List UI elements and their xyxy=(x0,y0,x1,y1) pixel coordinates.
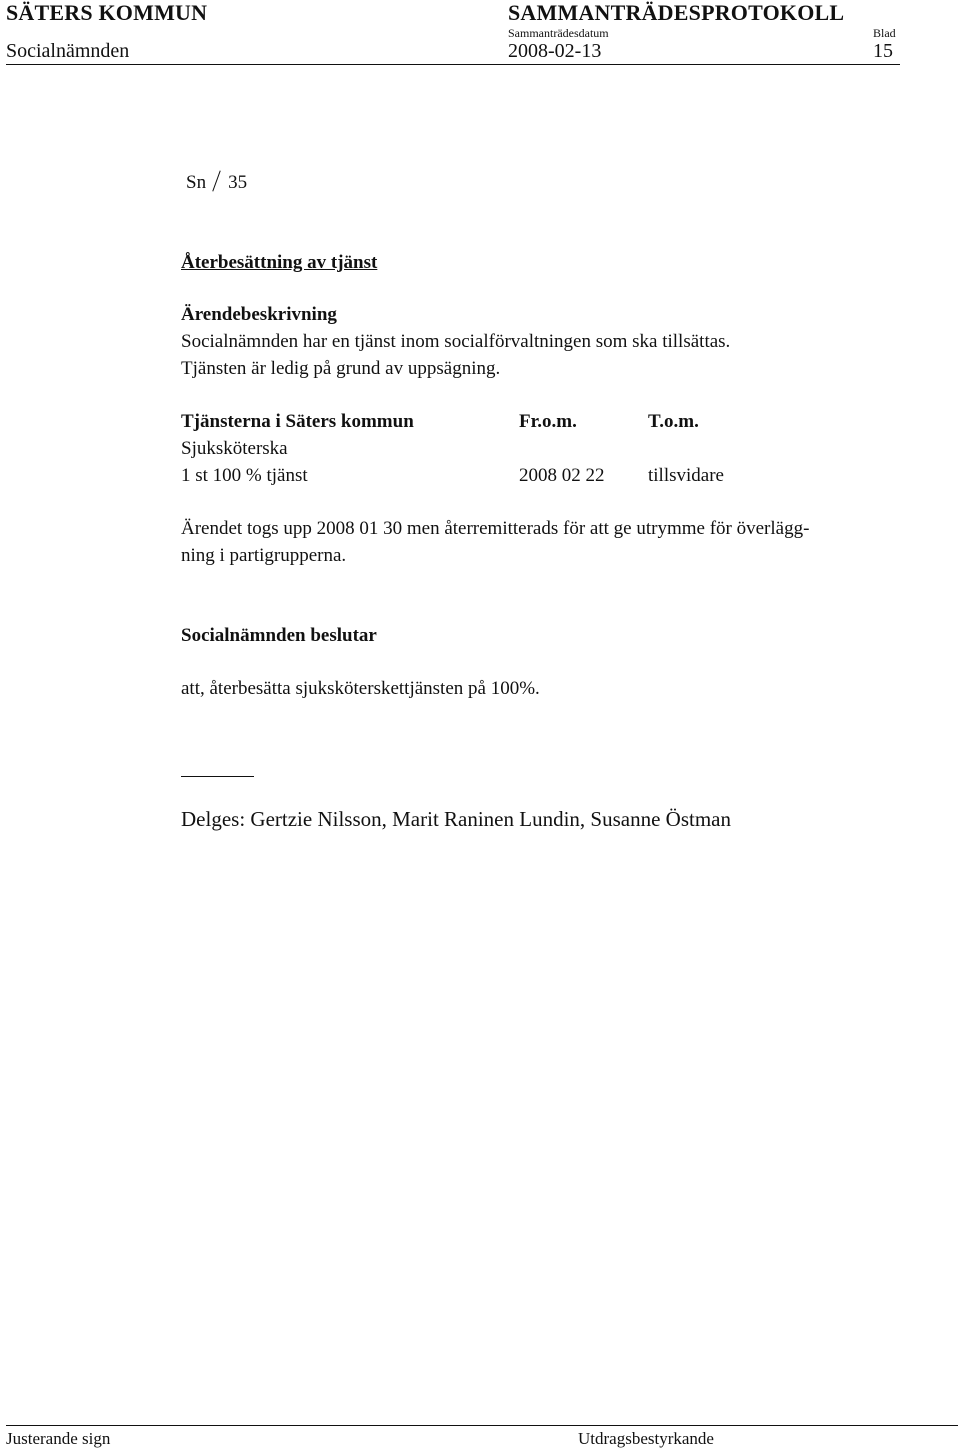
paragraph-value: 35 xyxy=(228,172,248,193)
section-sign-icon xyxy=(212,170,222,192)
paragraph-number xyxy=(186,169,247,196)
table-cell-position-title: Sjuksköterska xyxy=(181,438,288,459)
distribution-list: Delges: Gertzie Nilsson, Marit Raninen Lundin, Susanne Östman xyxy=(181,807,731,831)
table-cell-position-extent: 1 st 100 % tjänst xyxy=(181,465,308,486)
municipality-name: SÄTERS KOMMUN xyxy=(6,0,208,25)
footer-rule xyxy=(6,1425,958,1426)
description-line-2: Tjänsten är ledig på grund av uppsägning. xyxy=(181,358,501,379)
table-cell-from-date: 2008 02 22 xyxy=(519,465,605,486)
signature-label: Justerande sign xyxy=(6,1429,111,1448)
description-line-1: Socialnämnden har en tjänst inom socialförvaltningen som ska tillsättas. xyxy=(181,331,731,352)
separator-line xyxy=(181,776,254,777)
table-cell-to-date: tillsvidare xyxy=(648,465,724,486)
date-label: Sammanträdesdatum xyxy=(508,26,609,40)
note-line-1: Ärendet togs upp 2008 01 30 men återremitterads för att ge utrymme för överlägg- xyxy=(181,518,810,539)
table-header-position: Tjänsterna i Säters kommun xyxy=(181,411,414,432)
meeting-date: 2008-02-13 xyxy=(508,40,602,62)
decision-text: att, återbesätta sjuksköterskettjänsten på 100%. xyxy=(181,678,540,699)
extract-certified-label: Utdragsbestyrkande xyxy=(578,1429,714,1448)
case-title: Återbesättning av tjänst xyxy=(181,252,378,273)
paragraph-prefix: Sn xyxy=(186,172,207,193)
page-number: 15 xyxy=(873,40,893,62)
page-label: Blad xyxy=(873,26,896,40)
description-heading: Ärendebeskrivning xyxy=(181,304,337,325)
table-header-from: Fr.o.m. xyxy=(519,411,577,432)
committee-name: Socialnämnden xyxy=(6,40,130,62)
header-rule xyxy=(6,64,900,65)
decision-heading: Socialnämnden beslutar xyxy=(181,625,377,646)
note-line-2: ning i partigrupperna. xyxy=(181,545,347,566)
table-header-to: T.o.m. xyxy=(648,411,699,432)
document-type: SAMMANTRÄDESPROTOKOLL xyxy=(508,0,845,25)
